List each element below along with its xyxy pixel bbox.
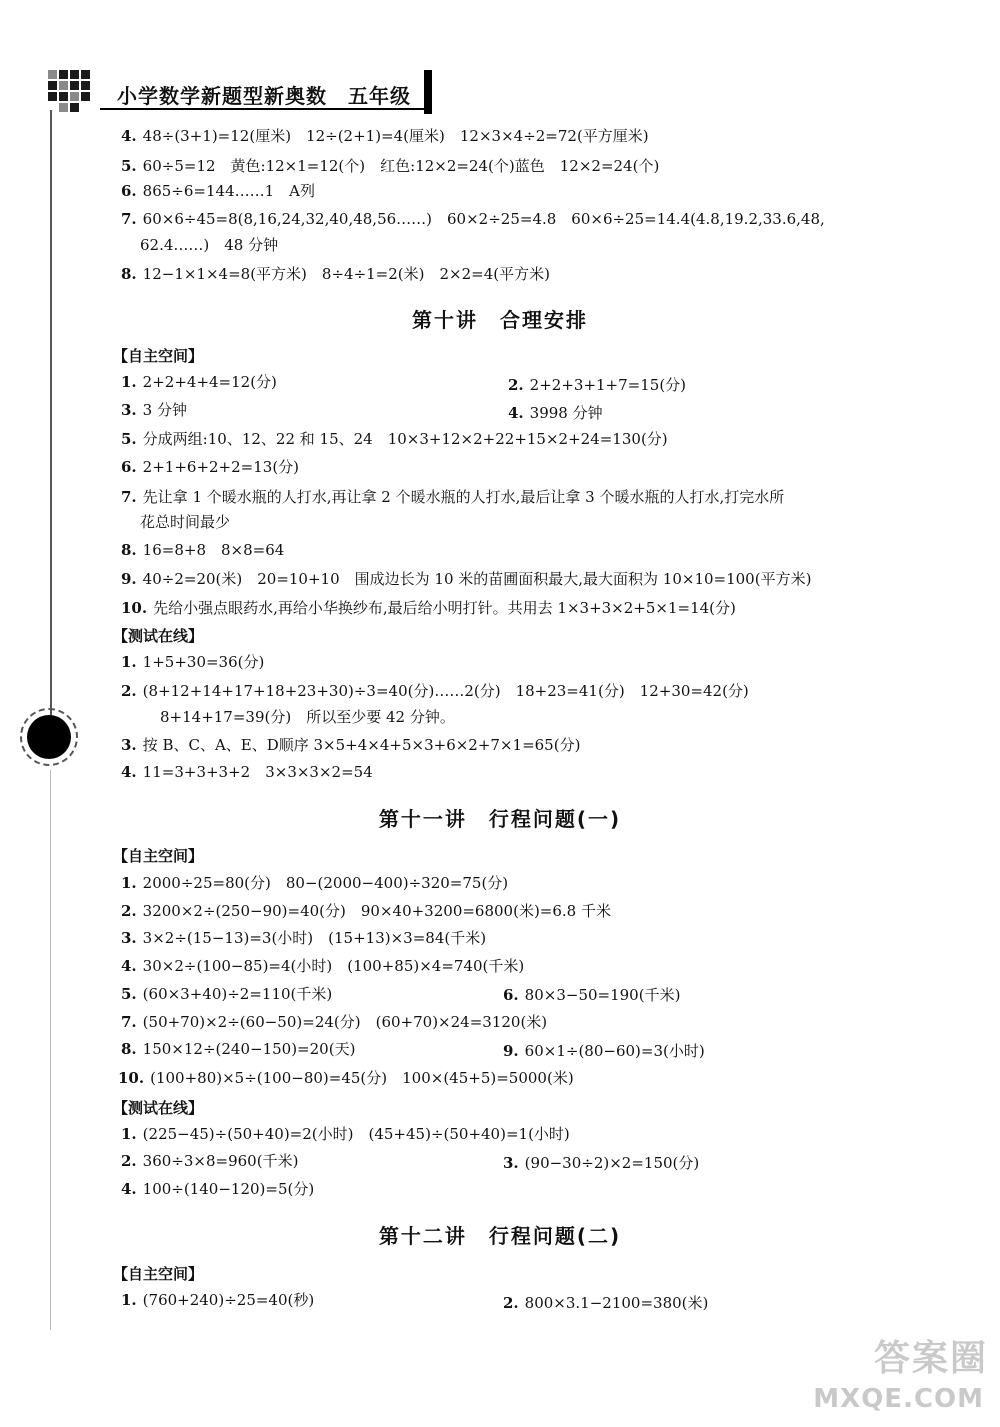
prev-answer: 7. 60×6÷45=8(8,16,24,32,40,48,56……) 60×2÷25=4.8 60×6÷25=14.4(4.8,19.2,33.6,48, <box>121 210 825 228</box>
answer-item: 2. 3200×2÷(250−90)=40(分) 90×40+3200=6800(米)=6.8 千米 <box>121 902 611 920</box>
watermark-logo-text: 答案圈 <box>873 1338 988 1379</box>
answer-item: 4. 30×2÷(100−85)=4(小时) (100+85)×4=740(千米) <box>121 957 525 975</box>
answer-item: 1. 2+2+4+4=12(分) <box>121 373 277 391</box>
answer-item: 5. 分成两组:10、12、22 和 15、24 10×3+12×2+22+15×2+24=130(分) <box>121 430 668 448</box>
header-rule <box>100 108 426 110</box>
watermark-url: MXQE.COM <box>813 1384 984 1414</box>
answer-item: 8. 16=8+8 8×8=64 <box>121 541 285 559</box>
answer-item: 1. 2000÷25=80(分) 80−(2000−400)÷320=75(分) <box>121 874 509 892</box>
answer-item: 2. 2+2+3+1+7=15(分) <box>508 376 687 394</box>
answer-item: 2. 800×3.1−2100=380(米) <box>503 1294 709 1312</box>
section-tag-self: 【自主空间】 <box>113 1265 204 1283</box>
section-tag-self: 【自主空间】 <box>113 347 204 365</box>
answer-item: 4. 3998 分钟 <box>508 404 603 422</box>
margin-filled-circle <box>27 715 71 759</box>
answer-item: 3. 3 分钟 <box>121 401 187 419</box>
answer-item: 4. 11=3+3+3+2 3×3×3×2=54 <box>121 763 373 781</box>
lecture-11-title: 第十一讲 行程问题(一) <box>378 807 622 831</box>
prev-answer: 8. 12−1×1×4=8(平方米) 8÷4÷1=2(米) 2×2=4(平方米) <box>121 265 550 283</box>
header-logo <box>48 70 96 112</box>
answer-item: 5. (60×3+40)÷2=110(千米) <box>121 985 333 1003</box>
answer-item: 4. 100÷(140−120)=5(分) <box>121 1180 315 1198</box>
watermark <box>813 1330 988 1420</box>
answer-item: 2. 360÷3×8=960(千米) <box>121 1152 299 1170</box>
answer-item: 3. 3×2÷(15−13)=3(小时) (15+13)×3=84(千米) <box>121 929 487 947</box>
prev-answer-cont: 62.4……) 48 分钟 <box>140 236 279 254</box>
answer-item: 3. 按 B、C、A、E、D顺序 3×5+4×4+5×3+6×2+7×1=65(分) <box>121 736 581 754</box>
lecture-12-title: 第十二讲 行程问题(二) <box>378 1224 622 1248</box>
prev-answer: 6. 865÷6=144……1 A列 <box>121 182 315 200</box>
answer-item: 1. (760+240)÷25=40(秒) <box>121 1291 315 1309</box>
answer-item-cont: 花总时间最少 <box>140 513 231 531</box>
answer-item-cont: 8+14+17=39(分) 所以至少要 42 分钟。 <box>160 708 455 726</box>
section-tag-test: 【测试在线】 <box>113 627 204 645</box>
answer-item: 7. (50+70)×2÷(60−50)=24(分) (60+70)×24=3120(米) <box>121 1013 548 1031</box>
answer-item: 9. 60×1÷(80−60)=3(小时) <box>503 1042 705 1060</box>
section-tag-self: 【自主空间】 <box>113 847 204 865</box>
answer-item: 9. 40÷2=20(米) 20=10+10 围成边长为 10 米的苗圃面积最大,最大面积为 10×10=100(平方米) <box>121 570 812 588</box>
answer-item: 2. (8+12+14+17+18+23+30)÷3=40(分)……2(分) 18+23=41(分) 12+30=42(分) <box>121 682 749 700</box>
section-tag-test: 【测试在线】 <box>113 1099 204 1117</box>
answer-item: 1. 1+5+30=36(分) <box>121 653 265 671</box>
prev-answer: 4. 48÷(3+1)=12(厘米) 12÷(2+1)=4(厘米) 12×3×4÷2=72(平方厘米) <box>121 127 649 145</box>
answer-item: 7. 先让拿 1 个暖水瓶的人打水,再让拿 2 个暖水瓶的人打水,最后让拿 3 个暖水瓶的人打水,打完水所 <box>121 488 785 506</box>
answer-item: 10. 先给小强点眼药水,再给小华换纱布,最后给小明打针。共用去 1×3+3×2+5×1=14(分) <box>121 599 736 617</box>
answer-item: 3. (90−30÷2)×2=150(分) <box>503 1154 700 1172</box>
lecture-10-title: 第十讲 合理安排 <box>412 308 588 332</box>
answer-item: 1. (225−45)÷(50+40)=2(小时) (45+45)÷(50+40)=1(小时) <box>121 1125 570 1143</box>
answer-item: 10. (100+80)×5÷(100−80)=45(分) 100×(45+5)=5000(米) <box>118 1069 574 1087</box>
prev-answer: 5. 60÷5=12 黄色:12×1=12(个) 红色:12×2=24(个)蓝色 12×2=24(个) <box>121 157 660 175</box>
header-title: 小学数学新题型新奥数 五年级 <box>117 84 411 108</box>
answer-item: 8. 150×12÷(240−150)=20(天) <box>121 1040 356 1058</box>
margin-rule <box>50 110 52 730</box>
answer-item: 6. 2+1+6+2+2=13(分) <box>121 458 300 476</box>
answer-item: 6. 80×3−50=190(千米) <box>503 986 681 1004</box>
